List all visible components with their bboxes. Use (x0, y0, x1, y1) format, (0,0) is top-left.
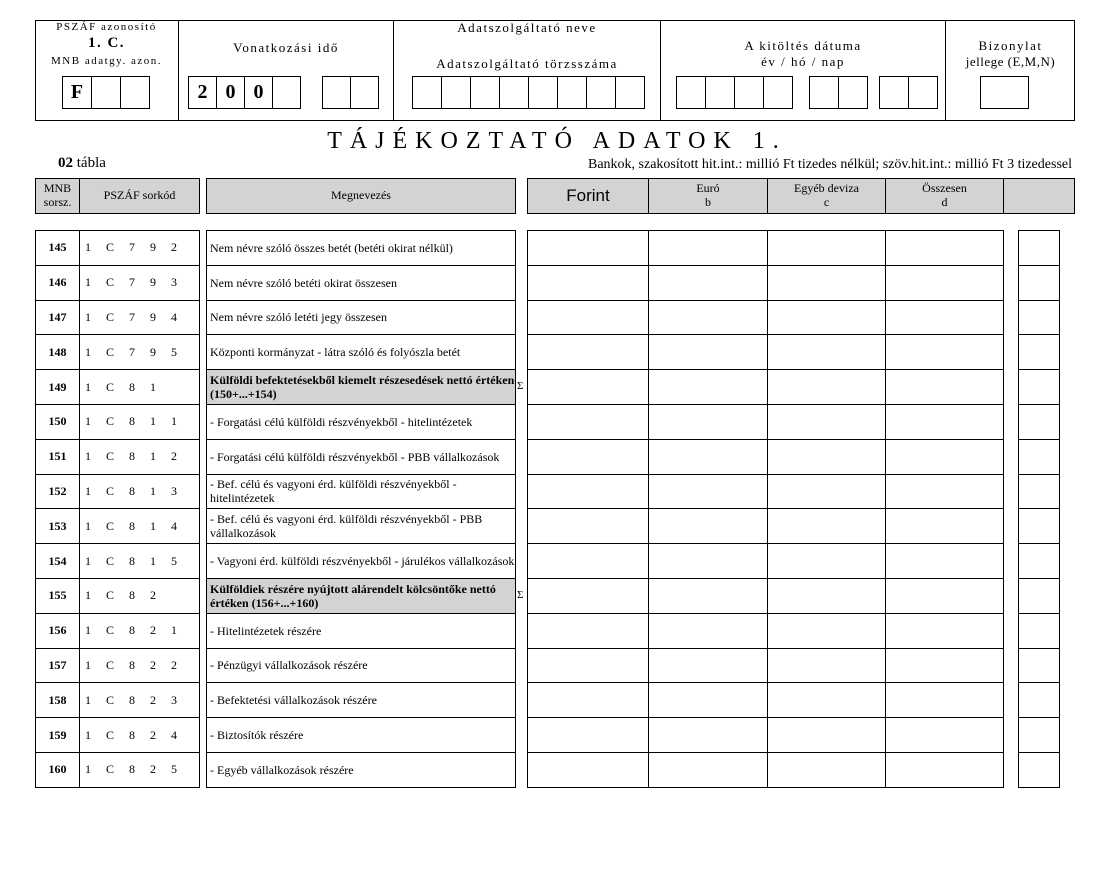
cell-extra[interactable] (1018, 752, 1060, 788)
cell-forint[interactable] (527, 682, 649, 718)
row-name: - Vagyoni érd. külföldi részvényekből - járulékos vállalkozások (206, 543, 516, 579)
cell-extra[interactable] (1018, 474, 1060, 510)
cell-other-currency[interactable] (767, 543, 886, 579)
row-name: - Pénzügyi vállalkozások részére (206, 648, 516, 684)
row-name: - Bef. célú és vagyoni érd. külföldi részvényekből - PBB vállalkozások (206, 508, 516, 544)
period-digit-box[interactable] (322, 76, 351, 109)
page-title: TÁJÉKOZTATÓ ADATOK 1. (327, 128, 787, 154)
cell-extra[interactable] (1018, 230, 1060, 266)
cell-euro[interactable] (648, 508, 768, 544)
header-divider (945, 20, 946, 121)
table-label-word: tábla (76, 155, 106, 171)
cell-extra[interactable] (1018, 648, 1060, 684)
col-header-forint: Forint (527, 178, 649, 214)
row-pszaf-code: 1 C 8 1 (79, 369, 200, 405)
fill-date-box[interactable] (879, 76, 909, 109)
row-name: Nem névre szóló összes betét (betéti okirat nélkül) (206, 230, 516, 266)
period-digit-box[interactable] (350, 76, 379, 109)
row-pszaf-code: 1 C 8 2 2 (79, 648, 200, 684)
cell-extra[interactable] (1018, 300, 1060, 336)
provider-reg-box[interactable] (557, 76, 587, 109)
cell-total[interactable] (885, 613, 1004, 649)
cell-extra[interactable] (1018, 578, 1060, 614)
col-header-other (767, 178, 886, 214)
row-mnb-number: 153 (35, 508, 80, 544)
row-name: Nem névre szóló betéti okirat összesen (206, 265, 516, 301)
cell-euro[interactable] (648, 752, 768, 788)
cell-euro[interactable] (648, 613, 768, 649)
cell-total[interactable] (885, 543, 1004, 579)
col-header-pszaf: PSZÁF sorkód (79, 178, 200, 214)
cell-forint[interactable] (527, 508, 649, 544)
row-name: Központi kormányzat - látra szóló és folyószla betét (206, 334, 516, 370)
table-label-number: 02 (58, 155, 73, 171)
row-mnb-number: 145 (35, 230, 80, 266)
cell-total[interactable] (885, 439, 1004, 475)
row-pszaf-code: 1 C 8 2 (79, 578, 200, 614)
cell-total[interactable] (885, 474, 1004, 510)
col-header-other-letter: c (823, 195, 830, 209)
period-digit-box[interactable] (272, 76, 301, 109)
col-header-euro-letter: b (705, 195, 711, 209)
doc-type-label: Bizonylat (978, 38, 1043, 53)
col-header-total-letter: d (941, 195, 948, 209)
cell-total[interactable] (885, 265, 1004, 301)
provider-reg-box[interactable] (412, 76, 442, 109)
sum-sigma-icon: Σ (517, 589, 524, 601)
period-label: Vonatkozási idő (233, 40, 339, 55)
cell-euro[interactable] (648, 648, 768, 684)
cell-extra[interactable] (1018, 265, 1060, 301)
row-mnb-number: 149 (35, 369, 80, 405)
row-pszaf-code: 1 C 7 9 5 (79, 334, 200, 370)
col-header-euro-label: Euró (696, 181, 720, 196)
fill-date-box[interactable] (809, 76, 839, 109)
cell-total[interactable] (885, 648, 1004, 684)
mnb-id-box[interactable] (120, 76, 150, 109)
row-name: - Biztosítók részére (206, 717, 516, 753)
row-mnb-number: 156 (35, 613, 80, 649)
row-name: - Befektetési vállalkozások részére (206, 682, 516, 718)
col-header-total-label: Összesen (922, 181, 967, 196)
cell-other-currency[interactable] (767, 439, 886, 475)
row-pszaf-code: 1 C 8 1 5 (79, 543, 200, 579)
fill-date-box[interactable] (734, 76, 764, 109)
cell-euro[interactable] (648, 543, 768, 579)
row-mnb-number: 146 (35, 265, 80, 301)
cell-euro[interactable] (648, 682, 768, 718)
cell-total[interactable] (885, 578, 1004, 614)
cell-other-currency[interactable] (767, 717, 886, 753)
pszaf-id-label: PSZÁF azonosító (56, 21, 157, 33)
cell-total[interactable] (885, 404, 1004, 440)
row-mnb-number: 150 (35, 404, 80, 440)
row-pszaf-code: 1 C 8 1 4 (79, 508, 200, 544)
cell-other-currency[interactable] (767, 474, 886, 510)
fill-date-box[interactable] (908, 76, 938, 109)
cell-euro[interactable] (648, 265, 768, 301)
pszaf-id-value: 1. C. (87, 35, 126, 51)
cell-euro[interactable] (648, 334, 768, 370)
period-digit-box[interactable]: 2 (188, 76, 217, 109)
row-name: Külföldiek részére nyújtott alárendelt kölcsöntőke nettó értéken (156+...+160) (206, 578, 516, 614)
cell-forint[interactable] (527, 613, 649, 649)
cell-forint[interactable] (527, 230, 649, 266)
row-pszaf-code: 1 C 8 2 4 (79, 717, 200, 753)
cell-total[interactable] (885, 682, 1004, 718)
mnb-id-label: MNB adatgy. azon. (51, 55, 162, 67)
cell-total[interactable] (885, 369, 1004, 405)
row-mnb-number: 154 (35, 543, 80, 579)
cell-extra[interactable] (1018, 404, 1060, 440)
row-mnb-number: 158 (35, 682, 80, 718)
provider-reg-box[interactable] (470, 76, 500, 109)
row-pszaf-code: 1 C 8 1 3 (79, 474, 200, 510)
cell-other-currency[interactable] (767, 682, 886, 718)
provider-reg-box[interactable] (586, 76, 616, 109)
cell-other-currency[interactable] (767, 752, 886, 788)
mnb-id-box[interactable]: F (62, 76, 92, 109)
cell-forint[interactable] (527, 334, 649, 370)
cell-extra[interactable] (1018, 508, 1060, 544)
cell-euro[interactable] (648, 578, 768, 614)
cell-other-currency[interactable] (767, 265, 886, 301)
cell-other-currency[interactable] (767, 369, 886, 405)
row-name: Külföldi befektetésekből kiemelt részesedések nettó értéken (150+...+154) (206, 369, 516, 405)
col-header-mnb: MNB sorsz. (35, 178, 80, 214)
row-name: - Forgatási célú külföldi részvényekből - hitelintézetek (206, 404, 516, 440)
cell-total[interactable] (885, 508, 1004, 544)
cell-extra[interactable] (1018, 613, 1060, 649)
fill-date-box[interactable] (763, 76, 793, 109)
cell-forint[interactable] (527, 300, 649, 336)
period-digit-box[interactable]: 0 (216, 76, 245, 109)
provider-reg-label: Adatszolgáltató törzsszáma (436, 56, 618, 71)
cell-other-currency[interactable] (767, 648, 886, 684)
row-pszaf-code: 1 C 7 9 4 (79, 300, 200, 336)
row-pszaf-code: 1 C 8 2 5 (79, 752, 200, 788)
col-header-name: Megnevezés (206, 178, 516, 214)
col-header-euro (648, 178, 768, 214)
doc-type-label-2: jellege (E,M,N) (965, 54, 1056, 69)
row-name: - Egyéb vállalkozások részére (206, 752, 516, 788)
row-pszaf-code: 1 C 8 2 3 (79, 682, 200, 718)
doc-type-box[interactable] (980, 76, 1029, 109)
row-mnb-number: 155 (35, 578, 80, 614)
provider-reg-box[interactable] (615, 76, 645, 109)
row-mnb-number: 157 (35, 648, 80, 684)
cell-total[interactable] (885, 334, 1004, 370)
row-mnb-number: 151 (35, 439, 80, 475)
header-divider (178, 20, 179, 121)
row-pszaf-code: 1 C 8 2 1 (79, 613, 200, 649)
cell-euro[interactable] (648, 300, 768, 336)
row-name: Nem névre szóló letéti jegy összesen (206, 300, 516, 336)
cell-euro[interactable] (648, 439, 768, 475)
cell-other-currency[interactable] (767, 334, 886, 370)
cell-forint[interactable] (527, 439, 649, 475)
cell-euro[interactable] (648, 474, 768, 510)
cell-extra[interactable] (1018, 717, 1060, 753)
cell-other-currency[interactable] (767, 300, 886, 336)
cell-euro[interactable] (648, 369, 768, 405)
cell-forint[interactable] (527, 752, 649, 788)
cell-total[interactable] (885, 300, 1004, 336)
cell-other-currency[interactable] (767, 578, 886, 614)
provider-reg-box[interactable] (499, 76, 529, 109)
row-name: - Forgatási célú külföldi részvényekből - PBB vállalkozások (206, 439, 516, 475)
provider-reg-box[interactable] (441, 76, 471, 109)
cell-euro[interactable] (648, 404, 768, 440)
cell-forint[interactable] (527, 648, 649, 684)
units-note: Bankok, szakosított hit.int.: millió Ft tizedes nélkül; szöv.hit.int.: millió Ft 3 tizedessel (587, 157, 1072, 172)
fill-date-label: A kitöltés dátuma (744, 38, 862, 53)
row-name: - Bef. célú és vagyoni érd. külföldi részvényekből - hitelintézetek (206, 474, 516, 510)
fill-date-box[interactable] (705, 76, 735, 109)
cell-other-currency[interactable] (767, 613, 886, 649)
provider-reg-box[interactable] (528, 76, 558, 109)
table-label (58, 155, 106, 172)
cell-euro[interactable] (648, 717, 768, 753)
fill-date-box[interactable] (838, 76, 868, 109)
row-name: - Hitelintézetek részére (206, 613, 516, 649)
cell-extra[interactable] (1018, 334, 1060, 370)
cell-total[interactable] (885, 230, 1004, 266)
row-mnb-number: 148 (35, 334, 80, 370)
col-header-total (885, 178, 1004, 214)
cell-other-currency[interactable] (767, 230, 886, 266)
cell-extra[interactable] (1018, 682, 1060, 718)
row-pszaf-code: 1 C 7 9 3 (79, 265, 200, 301)
fill-date-box[interactable] (676, 76, 706, 109)
cell-total[interactable] (885, 717, 1004, 753)
cell-other-currency[interactable] (767, 404, 886, 440)
cell-total[interactable] (885, 752, 1004, 788)
cell-forint[interactable] (527, 543, 649, 579)
row-mnb-number: 160 (35, 752, 80, 788)
fill-date-format: év / hó / nap (761, 54, 845, 69)
row-pszaf-code: 1 C 7 9 2 (79, 230, 200, 266)
cell-extra[interactable] (1018, 369, 1060, 405)
cell-forint[interactable] (527, 404, 649, 440)
cell-other-currency[interactable] (767, 508, 886, 544)
row-mnb-number: 159 (35, 717, 80, 753)
sum-sigma-icon: Σ (517, 380, 524, 393)
row-mnb-number: 152 (35, 474, 80, 510)
col-header-extra (1003, 178, 1075, 214)
row-mnb-number: 147 (35, 300, 80, 336)
col-header-other-label: Egyéb deviza (794, 181, 859, 196)
cell-forint[interactable] (527, 474, 649, 510)
cell-forint[interactable] (527, 578, 649, 614)
row-pszaf-code: 1 C 8 1 2 (79, 439, 200, 475)
cell-forint[interactable] (527, 369, 649, 405)
period-digit-box[interactable]: 0 (244, 76, 273, 109)
row-pszaf-code: 1 C 8 1 1 (79, 404, 200, 440)
cell-forint[interactable] (527, 717, 649, 753)
cell-euro[interactable] (648, 230, 768, 266)
cell-extra[interactable] (1018, 439, 1060, 475)
cell-forint[interactable] (527, 265, 649, 301)
provider-name-label: Adatszolgáltató neve (457, 20, 597, 35)
cell-extra[interactable] (1018, 543, 1060, 579)
mnb-id-box[interactable] (91, 76, 121, 109)
header-divider (660, 20, 661, 121)
